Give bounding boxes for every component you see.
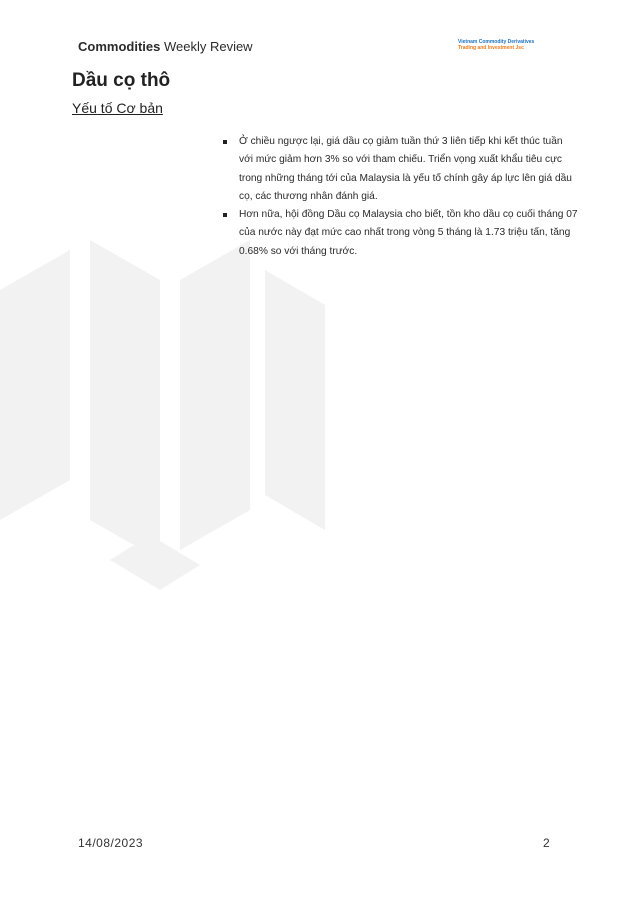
logo-watermark [0,230,340,610]
footer-date: 14/08/2023 [78,836,144,850]
bullet-square-icon [223,140,227,144]
section-title: Dầu cọ thô [72,70,171,91]
header-title-rest: Weekly Review [160,39,253,54]
bullet-item [223,133,578,206]
bullet-square-icon [223,213,227,217]
bullet-item [223,206,578,261]
page-number: 2 [543,836,550,850]
bullet-list [223,133,578,261]
bullet-text: Ở chiều ngược lại, giá dầu cọ giảm tuần thứ 3 liên tiếp khi kết thúc tuần với mức giảm hơn 3% so với tham chiếu. Triển vọng xuất khẩu tiêu cực trong những tháng tới của Malaysia là yếu tố chính gây áp lực lên giá dầu cọ, các thương nhân đánh giá. [239,136,572,202]
section-subtitle: Yếu tố Cơ bản [72,100,163,116]
bullet-text: Hơn nữa, hội đồng Dầu cọ Malaysia cho biết, tồn kho dầu cọ cuối tháng 07 của nước này đạt mức cao nhất trong vòng 5 tháng là 1.73 triệu tấn, tăng 0.68% so với tháng trước. [239,209,578,257]
company-logo-text [458,39,534,51]
company-name-line2: Trading and Investment Jsc [458,45,524,51]
company-name-line1: Vietnam Commodity Derivatives [458,39,535,45]
header-title-bold: Commodities [78,39,161,54]
report-header [78,39,253,54]
